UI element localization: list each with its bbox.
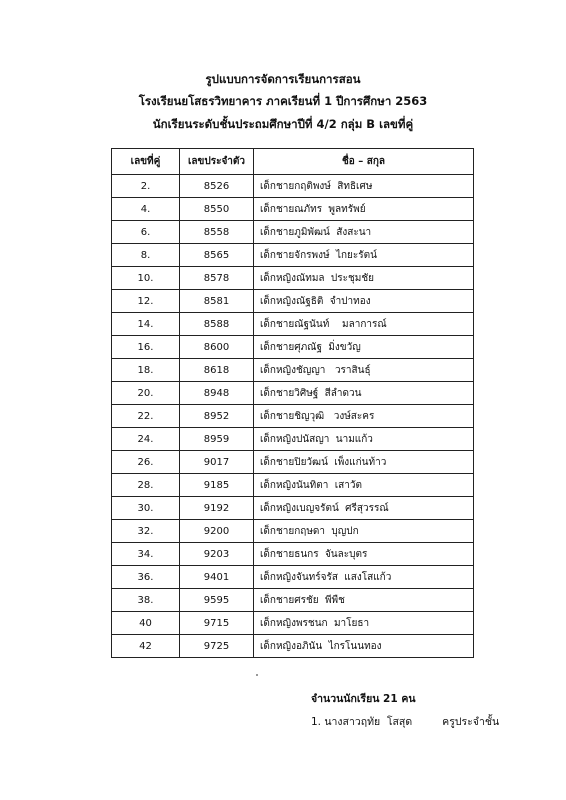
stray-dot	[256, 674, 258, 676]
student-name: เด็กหญิงนันทิตา เสาวัต	[254, 474, 474, 497]
row-number: 40	[112, 612, 180, 635]
student-id: 8550	[180, 198, 254, 221]
student-id: 8565	[180, 244, 254, 267]
student-id: 8526	[180, 175, 254, 198]
table-row	[112, 175, 474, 198]
student-name: เด็กชายวิศิษฐ์ สีลำดวน	[254, 382, 474, 405]
student-id: 9203	[180, 543, 254, 566]
student-name: เด็กชายปิยวัฒน์ เพ็งแก่นท้าว	[254, 451, 474, 474]
student-name: เด็กหญิงอภินัน ไกรโนนทอง	[254, 635, 474, 658]
table-row	[112, 267, 474, 290]
row-number: 20.	[112, 382, 180, 405]
table-row	[112, 589, 474, 612]
table-row	[112, 244, 474, 267]
student-name: เด็กชายศุภณัฐ มิ่งขวัญ	[254, 336, 474, 359]
row-number: 24.	[112, 428, 180, 451]
table-row	[112, 474, 474, 497]
student-name: เด็กหญิงพรชนก มาโยธา	[254, 612, 474, 635]
student-name: เด็กชายกฤติพงษ์ สิทธิเศษ	[254, 175, 474, 198]
table-row	[112, 336, 474, 359]
student-name: เด็กชายชิญวุฒิ วงษ์สะคร	[254, 405, 474, 428]
document-title: รูปแบบการจัดการเรียนการสอน	[205, 72, 361, 86]
table-row	[112, 313, 474, 336]
table-row	[112, 359, 474, 382]
table-row	[112, 497, 474, 520]
student-id: 9595	[180, 589, 254, 612]
row-number: 2.	[112, 175, 180, 198]
table-row	[112, 382, 474, 405]
row-number: 38.	[112, 589, 180, 612]
table-row	[112, 566, 474, 589]
row-number: 12.	[112, 290, 180, 313]
row-number: 18.	[112, 359, 180, 382]
student-id: 8558	[180, 221, 254, 244]
student-name: เด็กหญิงปนัสญา นามแก้ว	[254, 428, 474, 451]
student-id: 8959	[180, 428, 254, 451]
row-number: 34.	[112, 543, 180, 566]
row-number: 32.	[112, 520, 180, 543]
row-number: 6.	[112, 221, 180, 244]
student-name: เด็กหญิงชัญญา วราสินธุ์	[254, 359, 474, 382]
student-id: 8581	[180, 290, 254, 313]
student-id: 9401	[180, 566, 254, 589]
student-name: เด็กชายณัฐนันท์ มลาการณ์	[254, 313, 474, 336]
column-header-number: เลขที่คู่	[112, 149, 180, 175]
student-id: 9192	[180, 497, 254, 520]
student-name: เด็กหญิงณัฐธิติ จำปาทอง	[254, 290, 474, 313]
student-name: เด็กหญิงณัทมล ประชุมชัย	[254, 267, 474, 290]
table-row	[112, 405, 474, 428]
student-name: เด็กชายภูมิพัฒน์ สังสะนา	[254, 221, 474, 244]
student-id: 8948	[180, 382, 254, 405]
table-row	[112, 451, 474, 474]
student-name: เด็กชายณภัทร พูลทรัพย์	[254, 198, 474, 221]
student-id: 9725	[180, 635, 254, 658]
student-id: 9200	[180, 520, 254, 543]
row-number: 14.	[112, 313, 180, 336]
student-count: จำนวนนักเรียน 21 คน	[311, 693, 416, 705]
school-term-line: โรงเรียนยโสธรวิทยาคาร ภาคเรียนที่ 1 ปีการศึกษา 2563	[138, 94, 428, 108]
student-name: เด็กหญิงเบญจรัตน์ ศรีสุวรรณ์	[254, 497, 474, 520]
student-id: 9715	[180, 612, 254, 635]
table-header-row	[112, 149, 474, 175]
table-row	[112, 520, 474, 543]
table-row	[112, 612, 474, 635]
student-id: 8618	[180, 359, 254, 382]
class-group-line: นักเรียนระดับชั้นประถมศึกษาปีที่ 4/2 กลุ่ม B เลขที่คู่	[152, 117, 414, 131]
table-row	[112, 428, 474, 451]
table-body	[112, 175, 474, 658]
row-number: 4.	[112, 198, 180, 221]
row-number: 30.	[112, 497, 180, 520]
table-row	[112, 543, 474, 566]
table-row	[112, 635, 474, 658]
student-id: 8952	[180, 405, 254, 428]
row-number: 8.	[112, 244, 180, 267]
row-number: 28.	[112, 474, 180, 497]
row-number: 36.	[112, 566, 180, 589]
student-name: เด็กชายธนกร จันละบุตร	[254, 543, 474, 566]
table-row	[112, 221, 474, 244]
student-name: เด็กชายกฤษดา บุญปก	[254, 520, 474, 543]
student-id: 9017	[180, 451, 254, 474]
student-roster-table	[111, 148, 474, 658]
row-number: 42	[112, 635, 180, 658]
student-id: 8600	[180, 336, 254, 359]
student-name: เด็กหญิงจันทร์จรัส แสงโสแก้ว	[254, 566, 474, 589]
row-number: 26.	[112, 451, 180, 474]
column-header-student-id: เลขประจำตัว	[180, 149, 254, 175]
student-id: 8578	[180, 267, 254, 290]
row-number: 16.	[112, 336, 180, 359]
student-name: เด็กชายจักรพงษ์ ไกยะรัตน์	[254, 244, 474, 267]
table-row	[112, 290, 474, 313]
student-id: 8588	[180, 313, 254, 336]
row-number: 10.	[112, 267, 180, 290]
column-header-name: ชื่อ – สกุล	[254, 149, 474, 175]
row-number: 22.	[112, 405, 180, 428]
student-id: 9185	[180, 474, 254, 497]
table-row	[112, 198, 474, 221]
homeroom-teacher: 1. นางสาวฤทัย โสสุด ครูประจำชั้น	[311, 716, 500, 728]
student-name: เด็กชายศรชัย พีพืช	[254, 589, 474, 612]
